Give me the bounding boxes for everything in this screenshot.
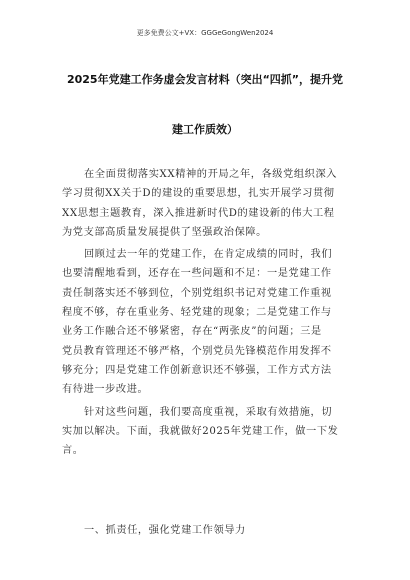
paragraph-line: 回顾过去一年的党建工作，在肯定成绩的同时，我们 [84, 249, 333, 261]
paragraph-line: 党员教育管理还不够严格，个别党员先锋模范作用发挥不 [62, 345, 332, 357]
paragraph-line: 学习贯彻XX关于D的建设的重要思想，扎实开展学习贯彻 [62, 188, 335, 200]
paragraph-line: 够充分；四是党建工作创新意识还不够强，工作方式方法 [62, 364, 332, 376]
document-body [62, 165, 358, 460]
paragraph-line: 言。 [62, 445, 84, 457]
section-heading: 一、抓责任，强化党建工作领导力 [84, 525, 246, 536]
paragraph-line: 责任制落实还不够到位，个别党组织书记对党建工作重视 [62, 287, 332, 299]
paragraph-line: 实加以解决。下面，我就做好2025年党建工作，做一下发 [62, 425, 339, 437]
paragraph-line: 在全面贯彻落实XX精神的开局之年，各级党组织深入 [84, 169, 338, 180]
document-title-line-1: 2025年党建工作务虚会发言材料（突出“四抓”，提升党 [66, 73, 344, 86]
paragraph-line: 业务工作融合还不够紧密，存在“两张皮”的问题；三是 [62, 326, 322, 338]
paragraph-1 [62, 165, 358, 242]
header-note: 更多免费公文+VX：GGGeGongWen2024 [136, 29, 274, 37]
paragraph-line: 程度不够，存在重业务、轻党建的现象；二是党建工作与 [62, 307, 332, 319]
paragraph-line: 为党支部高质量发展提供了坚强政治保障。 [62, 226, 267, 238]
paragraph-line: XX思想主题教育，深入推进新时代D的建设新的伟大工程 [62, 207, 335, 219]
paragraph-line: 针对这些问题，我们要高度重视，采取有效措施，切 [84, 406, 333, 418]
document-title-line-2: 建工作质效） [172, 123, 238, 136]
paragraph-2 [62, 245, 358, 399]
paragraph-3 [62, 403, 358, 461]
paragraph-line: 也要清醒地看到，还存在一些问题和不足：一是党建工作 [62, 268, 332, 280]
paragraph-line: 有待进一步改进。 [62, 384, 149, 396]
